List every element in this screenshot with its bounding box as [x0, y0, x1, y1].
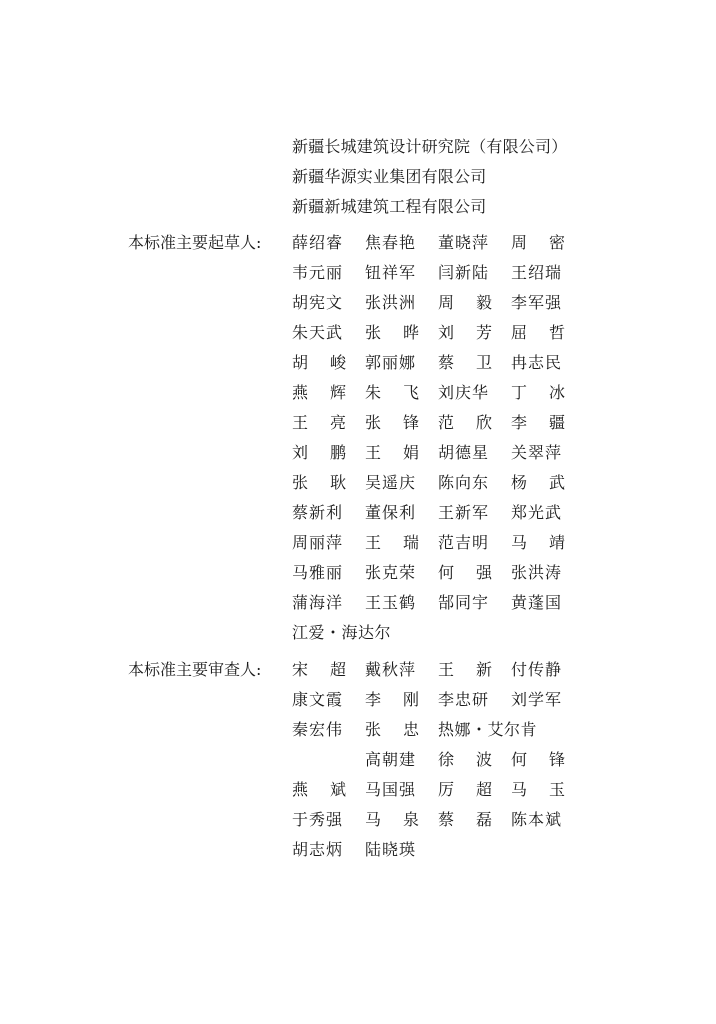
- drafter-name: 何 强: [438, 563, 492, 582]
- reviewer-name: 刘学军: [511, 690, 563, 709]
- drafter-name: 吴遥庆: [365, 473, 417, 492]
- reviewer-name: 燕 斌: [292, 780, 346, 799]
- reviewer-name: 戴秋萍: [365, 660, 417, 679]
- reviewer-name: [292, 745, 346, 775]
- drafter-name: 张 耿: [292, 473, 346, 492]
- reviewers-name-grid: [292, 655, 584, 865]
- drafter-name: 张洪涛: [511, 563, 563, 582]
- drafter-name: 王绍瑞: [511, 263, 563, 282]
- reviewer-name: 马国强: [365, 780, 417, 799]
- reviewer-name: 热娜・艾尔肯: [438, 720, 538, 739]
- drafter-name: 周 密: [511, 233, 565, 252]
- reviewer-name: 陈本斌: [511, 810, 563, 829]
- drafter-name: 冉志民: [511, 353, 563, 372]
- drafter-name: 张 锋: [365, 413, 419, 432]
- drafter-name: 蔡 卫: [438, 353, 492, 372]
- drafter-name: 胡宪文: [292, 293, 344, 312]
- reviewer-name: 蔡 磊: [438, 810, 492, 829]
- drafter-name: 李军强: [511, 293, 563, 312]
- drafter-name: 董晓萍: [438, 233, 490, 252]
- reviewer-name: 高朝建: [365, 750, 417, 769]
- reviewer-name: 宋 超: [292, 660, 346, 679]
- drafter-name: 关翠萍: [511, 443, 563, 462]
- organization-name: 新疆新城建筑工程有限公司: [292, 197, 487, 216]
- reviewer-name: 胡志炳: [292, 840, 344, 859]
- drafter-name: 李 疆: [511, 413, 565, 432]
- drafter-name: 燕 辉: [292, 383, 346, 402]
- drafter-name: 范吉明: [438, 533, 490, 552]
- drafter-name: 郑光武: [511, 503, 563, 522]
- drafter-name: 胡德星: [438, 443, 490, 462]
- organization-list: [292, 132, 692, 222]
- reviewer-name: 秦宏伟: [292, 720, 344, 739]
- drafter-name: 刘庆华: [438, 383, 490, 402]
- drafter-name: 屈 哲: [511, 323, 565, 342]
- reviewer-name: 厉 超: [438, 780, 492, 799]
- drafter-name: 杨 武: [511, 473, 565, 492]
- drafter-name: 钮祥军: [365, 263, 417, 282]
- drafters-name-grid: [292, 228, 584, 648]
- reviewers-label: 本标准主要审查人:: [128, 660, 262, 679]
- reviewer-name: 李忠研: [438, 690, 490, 709]
- reviewer-name: 何 锋: [511, 750, 565, 769]
- drafter-name: 薛绍睿: [292, 233, 344, 252]
- drafter-name: 王新军: [438, 503, 490, 522]
- drafter-name: 董保利: [365, 503, 417, 522]
- drafter-name: 胡 峻: [292, 353, 346, 372]
- drafter-name: 周丽萍: [292, 533, 344, 552]
- drafter-name: 江爱・海达尔: [292, 623, 392, 642]
- drafter-name: 马雅丽: [292, 563, 344, 582]
- drafter-name: 陈向东: [438, 473, 490, 492]
- drafter-name: 闫新陆: [438, 263, 490, 282]
- drafter-name: 郜同宇: [438, 593, 490, 612]
- reviewer-name: 李 刚: [365, 690, 419, 709]
- drafter-name: 张洪洲: [365, 293, 417, 312]
- drafter-name: 韦元丽: [292, 263, 344, 282]
- drafter-name: 焦春艳: [365, 233, 417, 252]
- drafter-name: 张 晔: [365, 323, 419, 342]
- drafter-name: 黄蓬国: [511, 593, 563, 612]
- drafters-label: 本标准主要起草人:: [128, 233, 262, 252]
- reviewer-name: 马 玉: [511, 780, 565, 799]
- drafter-name: 朱 飞: [365, 383, 419, 402]
- reviewer-name: 于秀强: [292, 810, 344, 829]
- drafter-name: 蒲海洋: [292, 593, 344, 612]
- drafter-name: 范 欣: [438, 413, 492, 432]
- drafter-name: 张克荣: [365, 563, 417, 582]
- drafter-name: 刘 芳: [438, 323, 492, 342]
- drafter-name: 王 亮: [292, 413, 346, 432]
- drafter-name: 王 娟: [365, 443, 419, 462]
- reviewer-name: 张 忠: [365, 720, 419, 739]
- reviewer-name: 付传静: [511, 660, 563, 679]
- drafter-name: 王玉鹤: [365, 593, 417, 612]
- drafter-name: 朱天武: [292, 323, 344, 342]
- drafter-name: 郭丽娜: [365, 353, 417, 372]
- drafter-name: 蔡新利: [292, 503, 344, 522]
- organization-name: 新疆华源实业集团有限公司: [292, 167, 487, 186]
- reviewer-name: 康文霞: [292, 690, 344, 709]
- reviewer-name: 陆晓瑛: [365, 840, 417, 859]
- drafter-name: 丁 冰: [511, 383, 565, 402]
- organization-name: 新疆长城建筑设计研究院（有限公司）: [292, 137, 568, 156]
- drafter-name: 刘 鹏: [292, 443, 346, 462]
- drafter-name: 王 瑞: [365, 533, 419, 552]
- drafter-name: 马 靖: [511, 533, 565, 552]
- reviewer-name: 王 新: [438, 660, 492, 679]
- reviewer-name: 马 泉: [365, 810, 419, 829]
- drafter-name: 周 毅: [438, 293, 492, 312]
- reviewer-name: 徐 波: [438, 750, 492, 769]
